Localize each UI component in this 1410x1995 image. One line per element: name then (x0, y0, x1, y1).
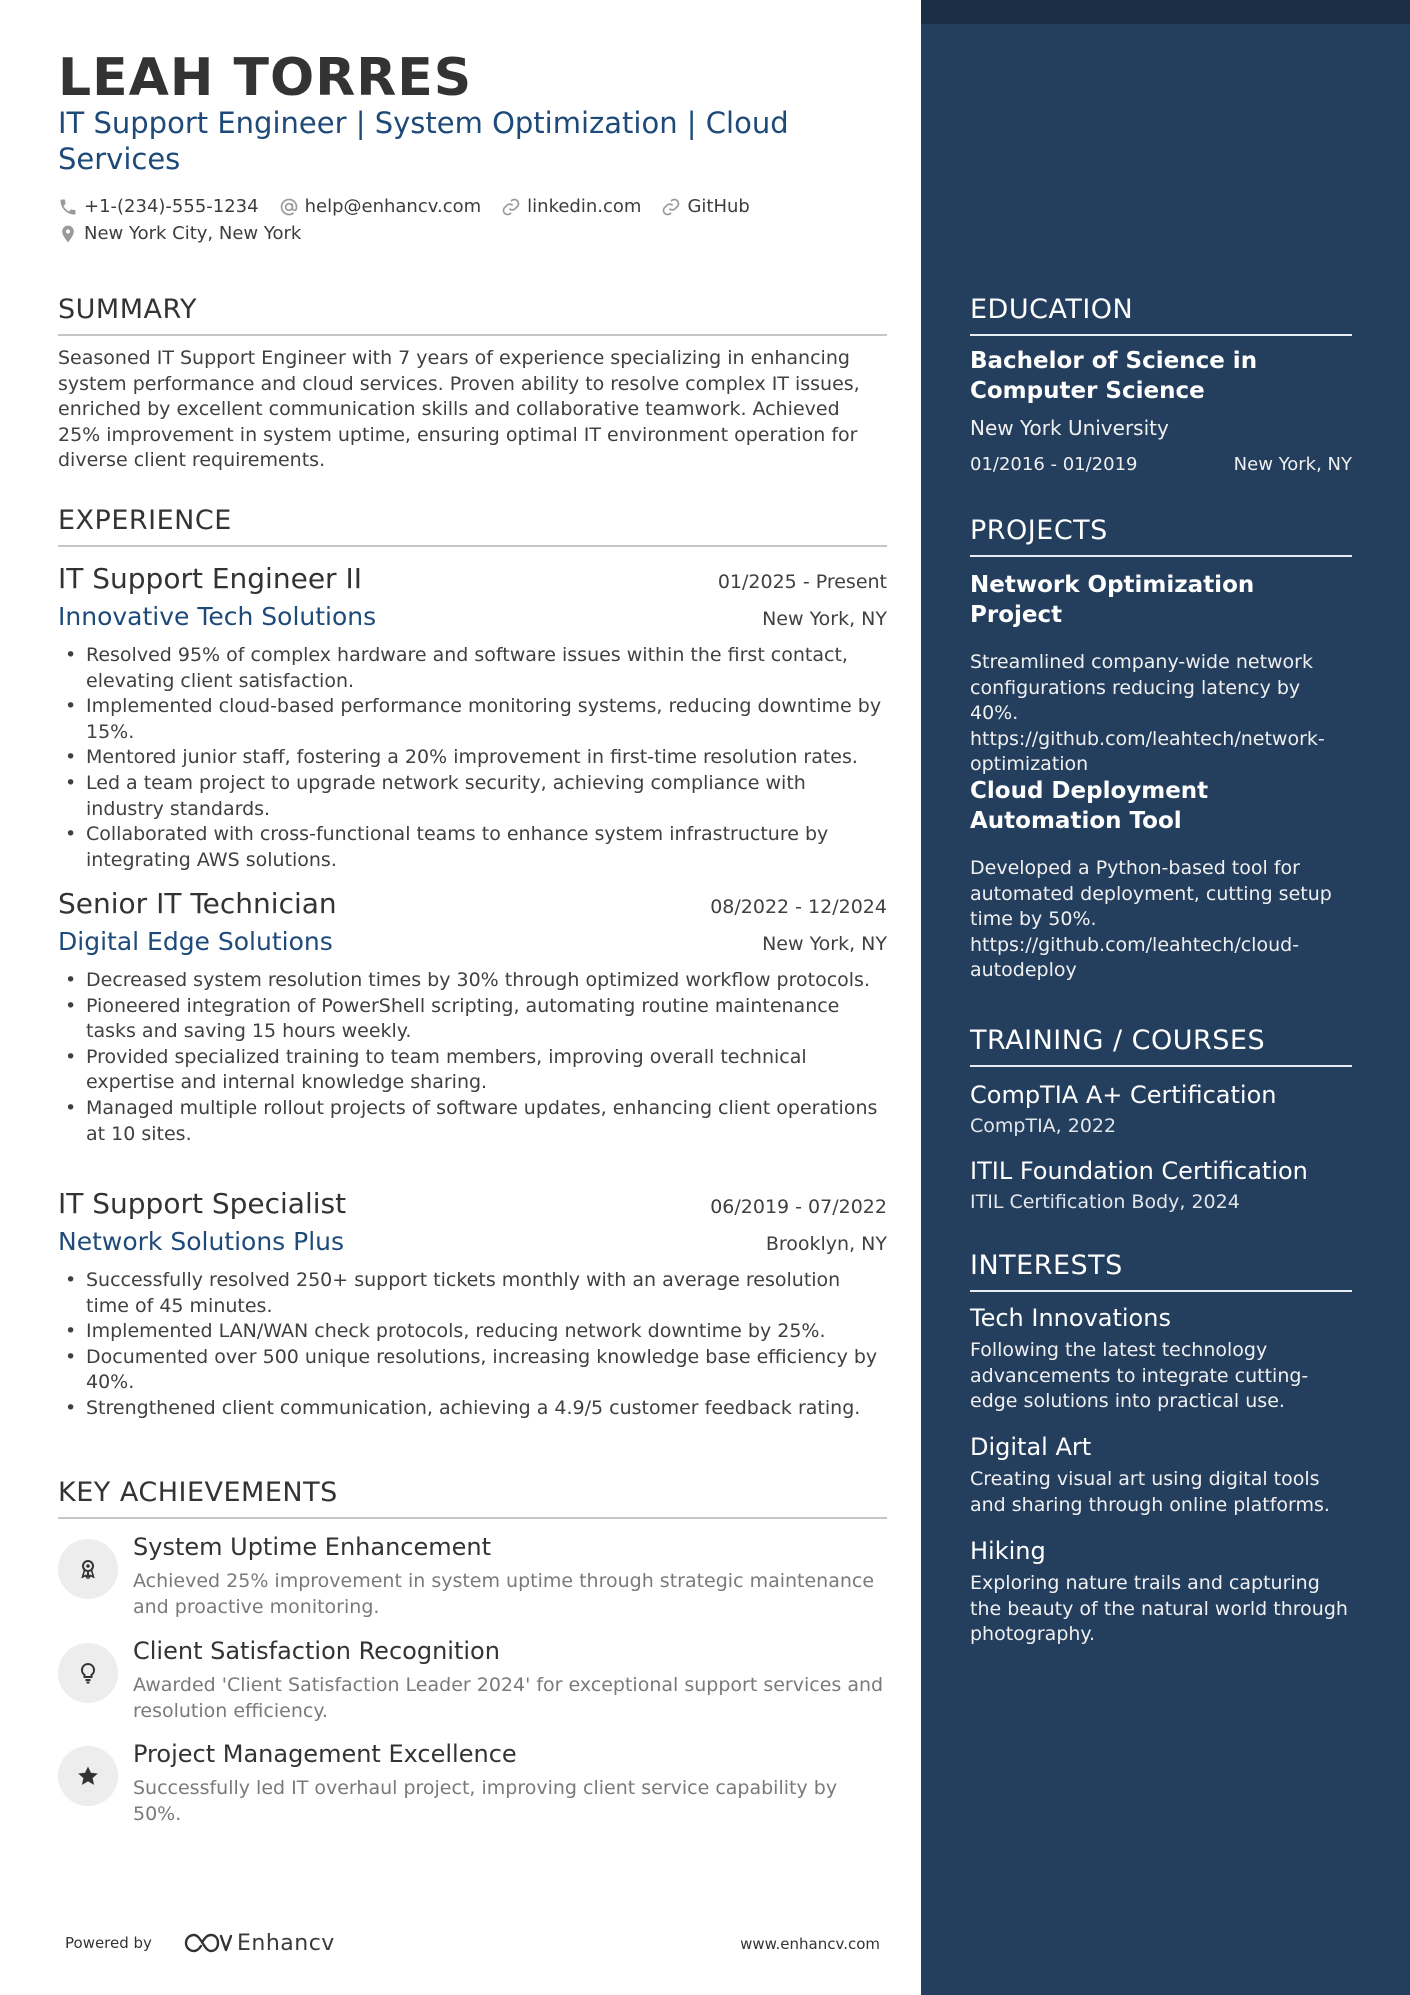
phone-text: +1-(234)-555-1234 (84, 196, 259, 217)
achievement-desc: Successfully led IT overhaul project, improving client service capability by 50%. (133, 1777, 838, 1825)
section-divider (58, 334, 887, 336)
course-provider: ITIL Certification Body, 2024 (970, 1191, 1240, 1213)
interest-name: Hiking (970, 1537, 1046, 1565)
interests-section (970, 1250, 1352, 1292)
enhancv-logo-icon (183, 1930, 233, 1956)
training-section (970, 1025, 1352, 1067)
interest-item (970, 1304, 1352, 1415)
location-contact (58, 223, 301, 244)
interest-desc: Creating visual art using digital tools and sharing through online platforms. (970, 1468, 1330, 1516)
job-company: Innovative Tech Solutions (58, 602, 377, 631)
job-header (58, 887, 887, 927)
achievement-title: Client Satisfaction Recognition (133, 1637, 500, 1665)
bullet-item: • Decreased system resolution times by 30% through optimized workflow protocols. (58, 968, 887, 994)
job-entry (58, 887, 887, 1147)
interest-name: Tech Innovations (970, 1304, 1171, 1332)
job-dates: 08/2022 - 12/2024 (710, 896, 887, 918)
job-title: IT Support Engineer II (58, 562, 362, 595)
course-item (970, 1081, 1352, 1143)
project-item (970, 570, 1352, 778)
sidebar-top-band (921, 0, 1410, 24)
award-icon (58, 1539, 118, 1599)
bullet-item: • Documented over 500 unique resolutions, increasing knowledge base efficiency by 40%. (58, 1345, 887, 1396)
section-title: PROJECTS (970, 515, 1108, 546)
projects-section (970, 515, 1352, 557)
job-header (58, 562, 887, 602)
phone-icon (58, 197, 78, 217)
section-divider (970, 1065, 1352, 1067)
star-icon (58, 1746, 118, 1806)
interest-name: Digital Art (970, 1433, 1092, 1461)
bullet-item: • Led a team project to upgrade network security, achieving compliance with industry standards. (58, 771, 887, 822)
job-header (58, 1187, 887, 1227)
contact-row (58, 193, 887, 220)
job-entry (58, 1187, 887, 1422)
footer (65, 1930, 880, 1960)
job-bullets (58, 968, 887, 1147)
job-dates: 01/2025 - Present (717, 571, 887, 593)
education-section (970, 294, 1352, 475)
education-degree: Bachelor of Science in Computer Science (970, 348, 1258, 404)
job-subheader (58, 1227, 887, 1267)
section-divider (58, 1517, 887, 1519)
section-title: EXPERIENCE (58, 505, 232, 536)
candidate-headline: IT Support Engineer | System Optimization | Cloud Services (58, 106, 789, 176)
section-title: KEY ACHIEVEMENTS (58, 1477, 338, 1508)
project-title: Cloud Deployment Automation Tool (970, 778, 1209, 834)
achievement-title: Project Management Excellence (133, 1740, 517, 1768)
job-location: New York, NY (762, 608, 887, 630)
job-subheader (58, 602, 887, 642)
powered-by-label: Powered by (65, 1934, 152, 1952)
course-name: CompTIA A+ Certification (970, 1081, 1277, 1109)
education-dates: 01/2016 - 01/2019 (970, 454, 1138, 475)
linkedin-text[interactable]: linkedin.com (527, 196, 642, 217)
education-location: New York, NY (1233, 454, 1352, 475)
section-divider (970, 334, 1352, 336)
bullet-item: • Collaborated with cross-functional teams to enhance system infrastructure by integrating AWS solutions. (58, 822, 887, 873)
location-text: New York City, New York (84, 223, 302, 244)
education-meta (970, 454, 1352, 475)
achievement-desc: Achieved 25% improvement in system uptime through strategic maintenance and proactive monitoring. (133, 1570, 875, 1618)
experience-section (58, 505, 887, 547)
interest-desc: Following the latest technology advancements to integrate cutting-edge solutions into practical use. (970, 1339, 1309, 1413)
contact-row (58, 220, 887, 247)
bullet-item: • Successfully resolved 250+ support tickets monthly with an average resolution time of 45 minutes. (58, 1268, 887, 1319)
course-item (970, 1157, 1352, 1219)
interest-item (970, 1433, 1352, 1518)
job-dates: 06/2019 - 07/2022 (710, 1196, 887, 1218)
project-desc: Streamlined company-wide network configurations reducing latency by 40%. https://github.com/leahtech/network-optimization (970, 651, 1325, 776)
enhancv-logo[interactable] (183, 1930, 335, 1956)
bullet-item: • Implemented cloud-based performance monitoring systems, reducing downtime by 15%. (58, 694, 887, 745)
phone-contact (58, 196, 259, 217)
candidate-name: LEAH TORRES (58, 48, 473, 108)
bullet-item: • Managed multiple rollout projects of software updates, enhancing client operations at 10 sites. (58, 1096, 887, 1147)
project-title: Network Optimization Project (970, 572, 1255, 628)
job-company: Network Solutions Plus (58, 1227, 345, 1256)
job-company: Digital Edge Solutions (58, 927, 333, 956)
bullet-item: • Provided specialized training to team members, improving overall technical expertise and internal knowledge sharing. (58, 1045, 887, 1096)
job-subheader (58, 927, 887, 967)
education-school: New York University (970, 416, 1169, 440)
job-location: New York, NY (762, 933, 887, 955)
job-title: Senior IT Technician (58, 887, 337, 920)
section-title: EDUCATION (970, 294, 1134, 325)
email-text[interactable]: help@enhancv.com (304, 196, 482, 217)
bullet-item: • Mentored junior staff, fostering a 20% improvement in first-time resolution rates. (58, 745, 887, 771)
job-bullets (58, 643, 887, 873)
achievement-title: System Uptime Enhancement (133, 1533, 492, 1561)
enhancv-brand: Enhancv (237, 1930, 335, 1956)
achievement-desc: Awarded 'Client Satisfaction Leader 2024' for exceptional support services and resolution efficiency. (133, 1674, 884, 1722)
job-title: IT Support Specialist (58, 1187, 347, 1220)
bullet-item: • Strengthened client communication, achieving a 4.9/5 customer feedback rating. (58, 1396, 887, 1422)
course-name: ITIL Foundation Certification (970, 1157, 1308, 1185)
section-title: SUMMARY (58, 294, 197, 325)
course-provider: CompTIA, 2022 (970, 1115, 1117, 1137)
bullet-item: • Pioneered integration of PowerShell scripting, automating routine maintenance tasks and saving 15 hours weekly. (58, 994, 887, 1045)
summary-section (58, 294, 887, 474)
summary-text: Seasoned IT Support Engineer with 7 years of experience specializing in enhancing system performance and cloud services. Proven ability to resolve complex IT issues, enriched by excellent communication skills and collaborative teamwork. Achieved 25% improvement in system uptime, ensuring optimal IT environment operation for diverse client requirements. (58, 347, 860, 472)
project-item (970, 776, 1352, 984)
achievements-section (58, 1477, 887, 1519)
email-contact[interactable] (279, 196, 482, 217)
github-contact[interactable] (661, 196, 749, 217)
section-title: INTERESTS (970, 1250, 1123, 1281)
link-icon (501, 197, 521, 217)
section-divider (970, 1290, 1352, 1292)
project-desc: Developed a Python-based tool for automated deployment, cutting setup time by 50%. https://github.com/leahtech/cloud-autodeploy (970, 857, 1332, 982)
bullet-item: • Resolved 95% of complex hardware and software issues within the first contact, elevating client satisfaction. (58, 643, 887, 694)
bullet-item: • Implemented LAN/WAN check protocols, reducing network downtime by 25%. (58, 1319, 887, 1345)
section-divider (58, 545, 887, 547)
interest-item (970, 1537, 1352, 1648)
location-pin-icon (58, 224, 78, 244)
link-icon (661, 197, 681, 217)
job-entry (58, 562, 887, 873)
job-bullets (58, 1268, 887, 1422)
interest-desc: Exploring nature trails and capturing the beauty of the natural world through photography. (970, 1572, 1348, 1646)
section-divider (970, 555, 1352, 557)
section-title: TRAINING / COURSES (970, 1025, 1266, 1056)
at-icon (279, 197, 299, 217)
lightbulb-icon (58, 1643, 118, 1703)
contact-info (58, 193, 887, 247)
linkedin-contact[interactable] (501, 196, 641, 217)
job-location: Brooklyn, NY (765, 1233, 887, 1255)
footer-website-link[interactable]: www.enhancv.com (740, 1935, 880, 1953)
github-text[interactable]: GitHub (687, 196, 750, 217)
